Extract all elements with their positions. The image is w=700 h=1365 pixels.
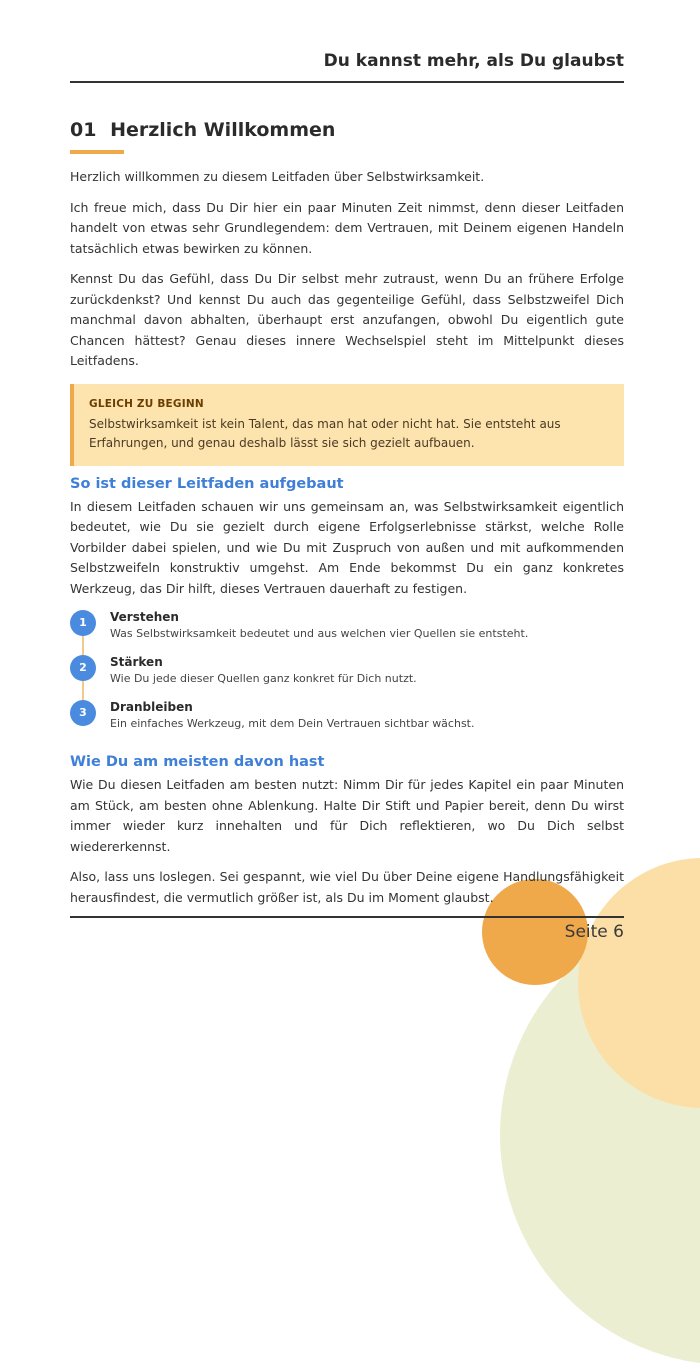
header-title: Du kannst mehr, als Du glaubst	[323, 51, 624, 71]
chapter-title	[70, 118, 624, 142]
usage-paragraph: Wie Du diesen Leitfaden am besten nutzt: Nimm Dir für jedes Kapitel ein paar Minuten am Stück, am besten ohne Ablenkung. Halte Dir Stift und Papier bereit, denn Du wirst immer wieder kurz innehalten und für Dich reflektieren, wo Du Dich selbst wiedererkennst.	[70, 777, 624, 854]
step-title: Dranbleiben	[110, 700, 193, 714]
intro-paragraph: Herzlich willkommen zu diesem Leitfaden über Selbstwirksamkeit.	[70, 169, 485, 184]
step-item	[70, 609, 624, 654]
chapter-title-text: Herzlich Willkommen	[110, 119, 336, 141]
step-number-badge: 1	[70, 610, 96, 636]
chapter-number: 01	[70, 119, 97, 141]
header-divider	[70, 81, 624, 83]
step-title: Stärken	[110, 655, 163, 669]
steps-list	[70, 609, 624, 744]
structure-paragraph: In diesem Leitfaden schauen wir uns gemeinsam an, was Selbstwirksamkeit eigentlich bedeutet, wie Du sie gezielt durch eigene Erfolgserlebnisse stärkst, welche Rolle Vorbilder dabei spielen, und wie Du mit Zuspruch von außen und mit aufkommenden Selbstzweifeln konstruktiv umgehst. Am Ende bekommst Du ein ganz konkretes Werkzeug, das Dir hilft, dieses Vertrauen dauerhaft zu festigen.	[70, 498, 624, 596]
step-description: Wie Du jede dieser Quellen ganz konkret für Dich nutzt.	[110, 672, 417, 685]
callout-label: GLEICH ZU BEGINN	[89, 397, 204, 410]
callout-box	[70, 384, 624, 466]
step-item	[70, 654, 624, 699]
step-description: Ein einfaches Werkzeug, mit dem Dein Vertrauen sichtbar wächst.	[110, 717, 475, 730]
step-item	[70, 699, 624, 744]
step-description: Was Selbstwirksamkeit bedeutet und aus welchen vier Quellen sie entsteht.	[110, 627, 529, 640]
footer-divider	[70, 916, 624, 918]
usage-paragraph: Also, lass uns loslegen. Sei gespannt, wie viel Du über Deine eigene Handlungsfähigkeit herausfindest, die vermutlich größer ist, als Du im Moment glaubst.	[70, 869, 624, 905]
title-underline	[70, 150, 124, 154]
intro-paragraph: Kennst Du das Gefühl, dass Du Dir selbst mehr zutraust, wenn Du an frühere Erfolge zurückdenkst? Und kennst Du auch das gegenteilige Gefühl, dass Selbstzweifel Dich manchmal davon abhalten, überhaupt erst anzufangen, obwohl Du eigentlich gute Chancen hättest? Genau dieses innere Wechselspiel steht im Mittelpunkt dieses Leitfadens.	[70, 271, 624, 368]
page-content	[70, 118, 624, 918]
step-number-badge: 3	[70, 700, 96, 726]
page-number: Seite 6	[564, 922, 624, 942]
step-title: Verstehen	[110, 610, 179, 624]
callout-text: Selbstwirksamkeit ist kein Talent, das man hat oder nicht hat. Sie entsteht aus Erfahrungen, und genau deshalb lässt sie sich gezielt aufbauen.	[89, 416, 561, 450]
step-number-badge: 2	[70, 655, 96, 681]
intro-paragraph: Ich freue mich, dass Du Dir hier ein paar Minuten Zeit nimmst, denn dieser Leitfaden handelt von etwas sehr Grundlegendem: dem Vertrauen, mit Deinem eigenen Handeln tatsächlich etwas bewirken zu können.	[70, 199, 624, 256]
section-heading-structure: So ist dieser Leitfaden aufgebaut	[70, 475, 344, 492]
section-heading-usage: Wie Du am meisten davon hast	[70, 754, 325, 770]
